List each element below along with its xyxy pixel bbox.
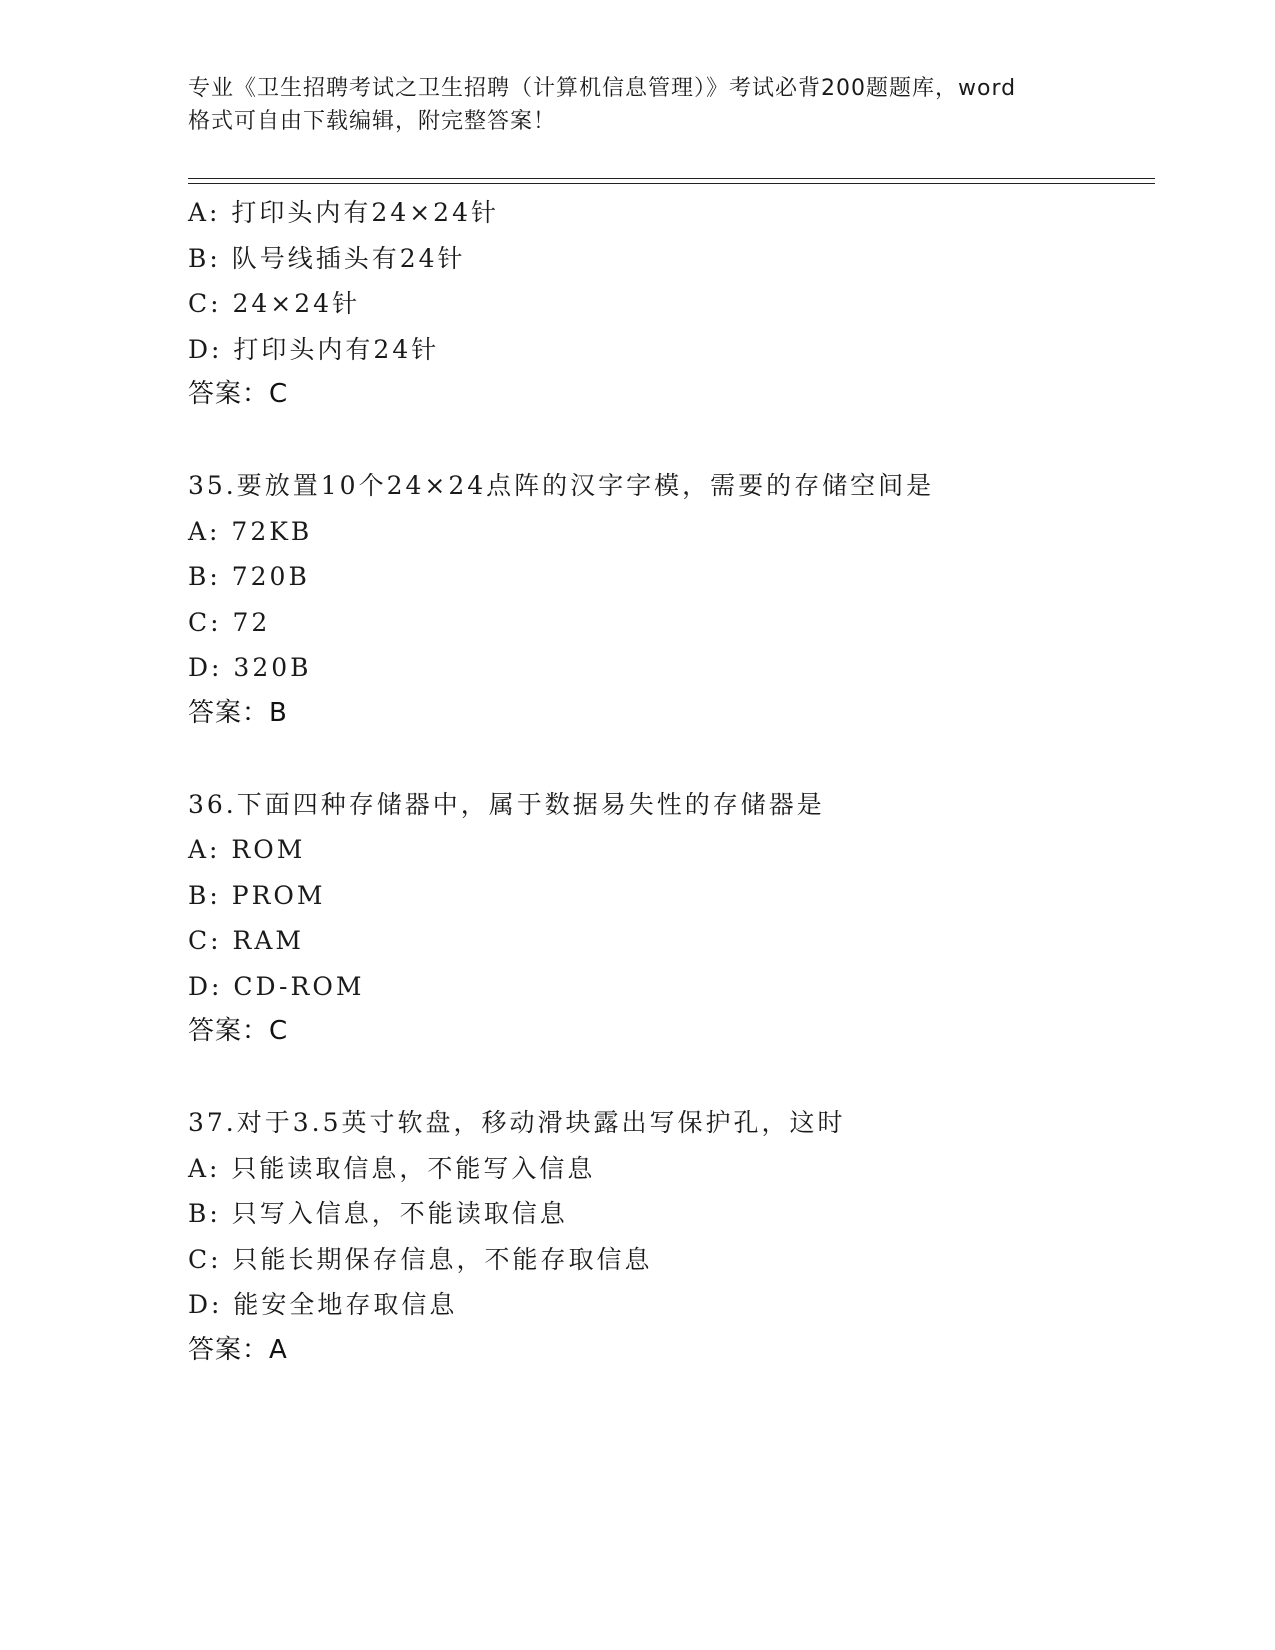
header-divider-top xyxy=(188,178,1155,179)
option-d: D: 打印头内有24针 xyxy=(188,334,440,364)
spacer xyxy=(188,736,1155,782)
answer-line: 答案：B xyxy=(188,697,288,728)
option-d: D: 320B xyxy=(188,653,312,682)
header-divider-bottom xyxy=(188,183,1155,184)
answer-line: 答案：C xyxy=(188,379,289,409)
question-34-continued xyxy=(188,190,1155,418)
option-c: C: 只能长期保存信息，不能存取信息 xyxy=(188,1244,653,1274)
header-line-2: 格式可自由下载编辑，附完整答案！ xyxy=(188,109,557,134)
question-35 xyxy=(188,463,1155,736)
option-b: B: PROM xyxy=(188,880,326,910)
option-a: A: 只能读取信息，不能写入信息 xyxy=(188,1153,596,1183)
option-b: B: 只写入信息，不能读取信息 xyxy=(188,1199,568,1228)
document-header xyxy=(188,72,1088,138)
question-list xyxy=(188,190,1155,1373)
option-b: B: 队号线插头有24针 xyxy=(188,243,466,273)
option-c: C: 72 xyxy=(188,607,271,637)
option-c: C: RAM xyxy=(188,926,304,955)
option-a: A: ROM xyxy=(188,835,306,864)
question-37 xyxy=(188,1100,1155,1373)
question-36 xyxy=(188,782,1155,1055)
option-d: D: 能安全地存取信息 xyxy=(188,1290,458,1319)
answer-line: 答案：A xyxy=(188,1334,288,1365)
question-title: 36.下面四种存储器中，属于数据易失性的存储器是 xyxy=(188,789,825,819)
option-b: B: 720B xyxy=(188,562,310,591)
spacer xyxy=(188,418,1155,464)
question-title: 35.要放置10个24×24点阵的汉字字模，需要的存储空间是 xyxy=(188,471,935,500)
header-line-1: 专业《卫生招聘考试之卫生招聘（计算机信息管理）》考试必背200题题库，word xyxy=(188,76,1017,101)
spacer xyxy=(188,1055,1155,1101)
option-a: A: 72KB xyxy=(188,516,313,546)
question-title: 37.对于3.5英寸软盘，移动滑块露出写保护孔，这时 xyxy=(188,1108,846,1137)
option-a: A: 打印头内有24×24针 xyxy=(188,198,499,227)
option-d: D: CD-ROM xyxy=(188,971,365,1001)
option-c: C: 24×24针 xyxy=(188,289,361,318)
answer-line: 答案：C xyxy=(188,1016,289,1046)
